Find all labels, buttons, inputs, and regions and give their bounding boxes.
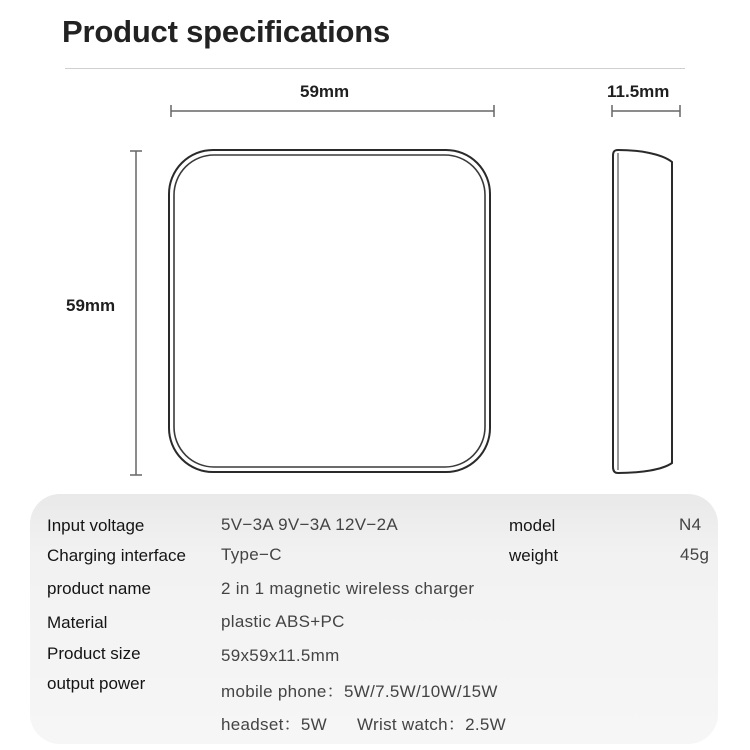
width-dimension-line <box>171 105 494 117</box>
width-dimension-label: 59mm <box>300 82 350 101</box>
weight-label: weight <box>509 546 559 565</box>
thickness-dimension-line <box>612 105 680 117</box>
thickness-dimension-label: 11.5mm <box>607 82 670 101</box>
charger-side-view <box>613 150 672 473</box>
charging-interface-label: Charging interface <box>47 546 186 565</box>
output-power-wrist-watch: Wrist watch：2.5W <box>357 715 507 734</box>
output-power-headset: headset：5W <box>221 715 327 734</box>
product-name-label: product name <box>47 579 151 598</box>
height-dimension-label: 59mm <box>66 296 116 315</box>
product-name-value: 2 in 1 magnetic wireless charger <box>221 579 475 598</box>
output-power-label: output power <box>47 674 146 693</box>
model-label: model <box>509 516 556 535</box>
material-label: Material <box>47 613 108 632</box>
height-dimension-line <box>130 151 142 475</box>
weight-value: 45g <box>680 545 710 564</box>
charger-front-view <box>169 150 490 472</box>
product-size-label: Product size <box>47 644 141 663</box>
page-title: Product specifications <box>62 14 391 49</box>
product-size-value: 59x59x11.5mm <box>221 646 340 665</box>
input-voltage-value: 5V−3A 9V−3A 12V−2A <box>221 515 398 534</box>
material-value: plastic ABS+PC <box>221 612 345 631</box>
charging-interface-value: Type−C <box>221 545 282 564</box>
model-value: N4 <box>679 515 702 534</box>
input-voltage-label: Input voltage <box>47 516 145 535</box>
output-power-mobile-phone: mobile phone：5W/7.5W/10W/15W <box>221 682 498 701</box>
